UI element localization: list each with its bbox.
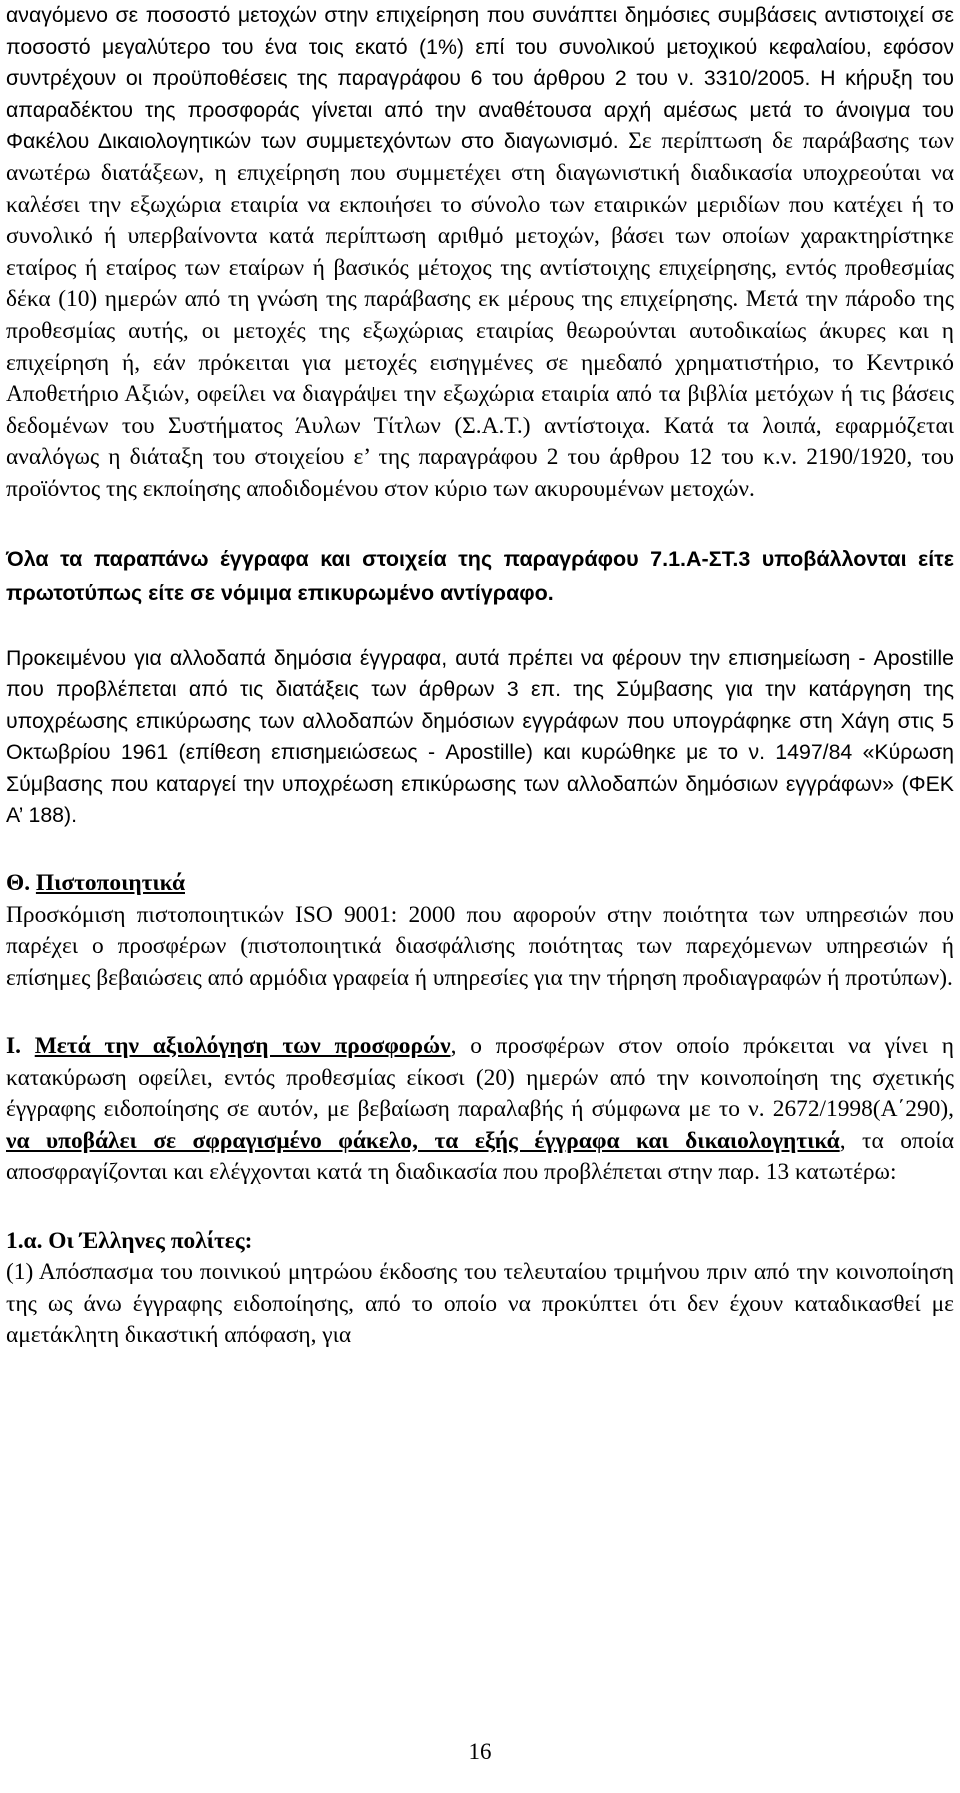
paragraph-offshore-shares [6, 0, 954, 506]
section-theta-label: Θ. [6, 870, 31, 897]
page-number: 16 [468, 1739, 492, 1764]
paragraph-text-part1: αναγόμενο σε ποσοστό μετοχών στην επιχείρηση που συνάπτει δημόσιες συμβάσεις αντιστοιχεί σε ποσοστό μεγαλύτερο του ένα τοις εκατό (1%) επί του συνολικού μετοχικού κεφαλαίου, εφόσον συντρέχουν οι προϋποθέσεις της παραγράφου 6 του άρθρου 2 του ν. 3310/2005. Η κήρυξη του απαραδέκτου της προσφοράς γίνεται από την αναθέτουσα αρχή αμέσως μετά το άνοιγμα του Φακέλου Δικαιολογητικών των συμμετεχόντων στο διαγωνισμό. [6, 3, 954, 154]
paragraph-text-part2: Σε περίπτωση δε παράβασης των ανωτέρω διατάξεων, η επιχείρηση που συμμετέχει στη διαγωνιστική διαδικασία υποχρεούται να καλέσει την εξωχώρια εταιρία να εκποιήσει το σύνολο των εταιρικών μεριδίων που κατέχει ή το συνολικό ή υπερβαίνοντα κατά περίπτωση αριθμό μετοχών, βάσει των οποίων χαρακτηρίστηκε εταίρος ή εταίρος των εταίρων ή βασικός μέτοχος της αντίστοιχης επιχείρησης, εντός προθεσμίας δέκα (10) ημερών από τη γνώση της παράβασης εκ μέρους της επιχείρησης. [6, 128, 954, 313]
section-iota-title: Μετά την αξιολόγηση των προσφορών [34, 1033, 451, 1060]
section-theta-heading [6, 868, 954, 900]
document-body [6, 0, 954, 1352]
paragraph-after-evaluation-end: , τα οποία αποσφραγίζονται και ελέγχονται κατά τη διαδικασία που προβλέπεται στην παρ. 13 κατωτέρω: [6, 1127, 954, 1186]
paragraph-certificates: Προσκόμιση πιστοποιητικών ISO 9001: 2000 που αφορούν στην ποιότητα των υπηρεσιών που παρέχει ο προσφέρων (πιστοποιητικά διασφάλισης ποιότητας των παρεχόμενων υπηρεσιών ή επίσημες βεβαιώσεις από αρμόδια γραφεία ή υπηρεσίες για την τήρηση προδιαγραφών ή προτύπων). [6, 901, 954, 991]
section-1a-heading: 1.α. Οι Έλληνες πολίτες: [6, 1227, 253, 1254]
paragraph-text-part3: Μετά την πάροδο της προθεσμίας αυτής, οι μετοχές της εξωχώριας εταιρίας θεωρούνται αυτοδικαίως άκυρες και η επιχείρηση ή, εάν πρόκειται για μετοχές εισηγμένες σε ημεδαπό χρηματιστήριο, το Κεντρικό Αποθετήριο Αξιών, οφείλει να διαγράψει την εξωχώρια εταιρία από τα βιβλία μετόχων ή τις βάσεις δεδομένων του Συστήματος Άυλων Τίτλων (Σ.Α.Τ.) αντίστοιχα. Κατά τα λοιπά, εφαρμόζεται αναλόγως η διάταξη του στοιχείου ε’ της παραγράφου 2 του άρθρου 12 του κ.ν. 2190/1920, του προϊόντος της εκποίησης αποδιδομένου στον κύριο των ακυρουμένων μετοχών. [6, 286, 954, 502]
paragraph-originals-notice: Όλα τα παραπάνω έγγραφα και στοιχεία της παραγράφου 7.1.Α-ΣΤ.3 υποβάλλονται είτε πρωτοτύπως είτε σε νόμιμα επικυρωμένο αντίγραφο. [6, 546, 954, 605]
paragraph-apostille-text: Προκειμένου για αλλοδαπά δημόσια έγγραφα, αυτά πρέπει να φέρουν την επισημείωση - Apostille που προβλέπεται από τις διατάξεις των άρθρων 3 επ. της Σύμβασης για την κατάργηση της υποχρέωσης επικύρωσης των αλλοδαπών δημόσιων εγγράφων που υπογράφηκε στη Χάγη στις 5 Οκτωβρίου 1961 (επίθεση επισημειώσεως - Apostille) και κυρώθηκε με το ν. 1497/84 «Κύρωση Σύμβασης που καταργεί την υποχρέωση επικύρωσης των αλλοδαπών δημόσιων εγγράφων» (ΦΕΚ Α’ 188). [6, 645, 954, 828]
section-theta-title: Πιστοποιητικά [35, 870, 185, 897]
paragraph-after-evaluation [6, 1031, 954, 1189]
paragraph-apostille [6, 643, 954, 833]
section-iota-label: Ι. [6, 1033, 21, 1060]
paragraph-criminal-record: (1) Απόσπασμα του ποινικού μητρώου έκδοσης του τελευταίου τριμήνου πριν από την κοινοποίηση της ως άνω έγγραφης ειδοποίησης, από το οποίο να προκύπτει ότι δεν έχουν καταδικασθεί με αμετάκλητη δικαστική απόφαση, για [6, 1259, 954, 1349]
paragraph-after-evaluation-text: , ο προσφέρων στον οποίο πρόκειται να γίνει η κατακύρωση οφείλει, εντός προθεσμίας είκοσι (20) ημερών από την κοινοποίηση της σχετικής έγγραφης ειδοποίησης σε αυτόν, με βεβαίωση παραλαβής ή σύμφωνα με το ν. 2672/1998(Α΄290), [6, 1033, 954, 1123]
paragraph-after-evaluation-emphasis: να υποβάλει σε σφραγισμένο φάκελο, τα εξής έγγραφα και δικαιολογητικά [6, 1127, 840, 1154]
